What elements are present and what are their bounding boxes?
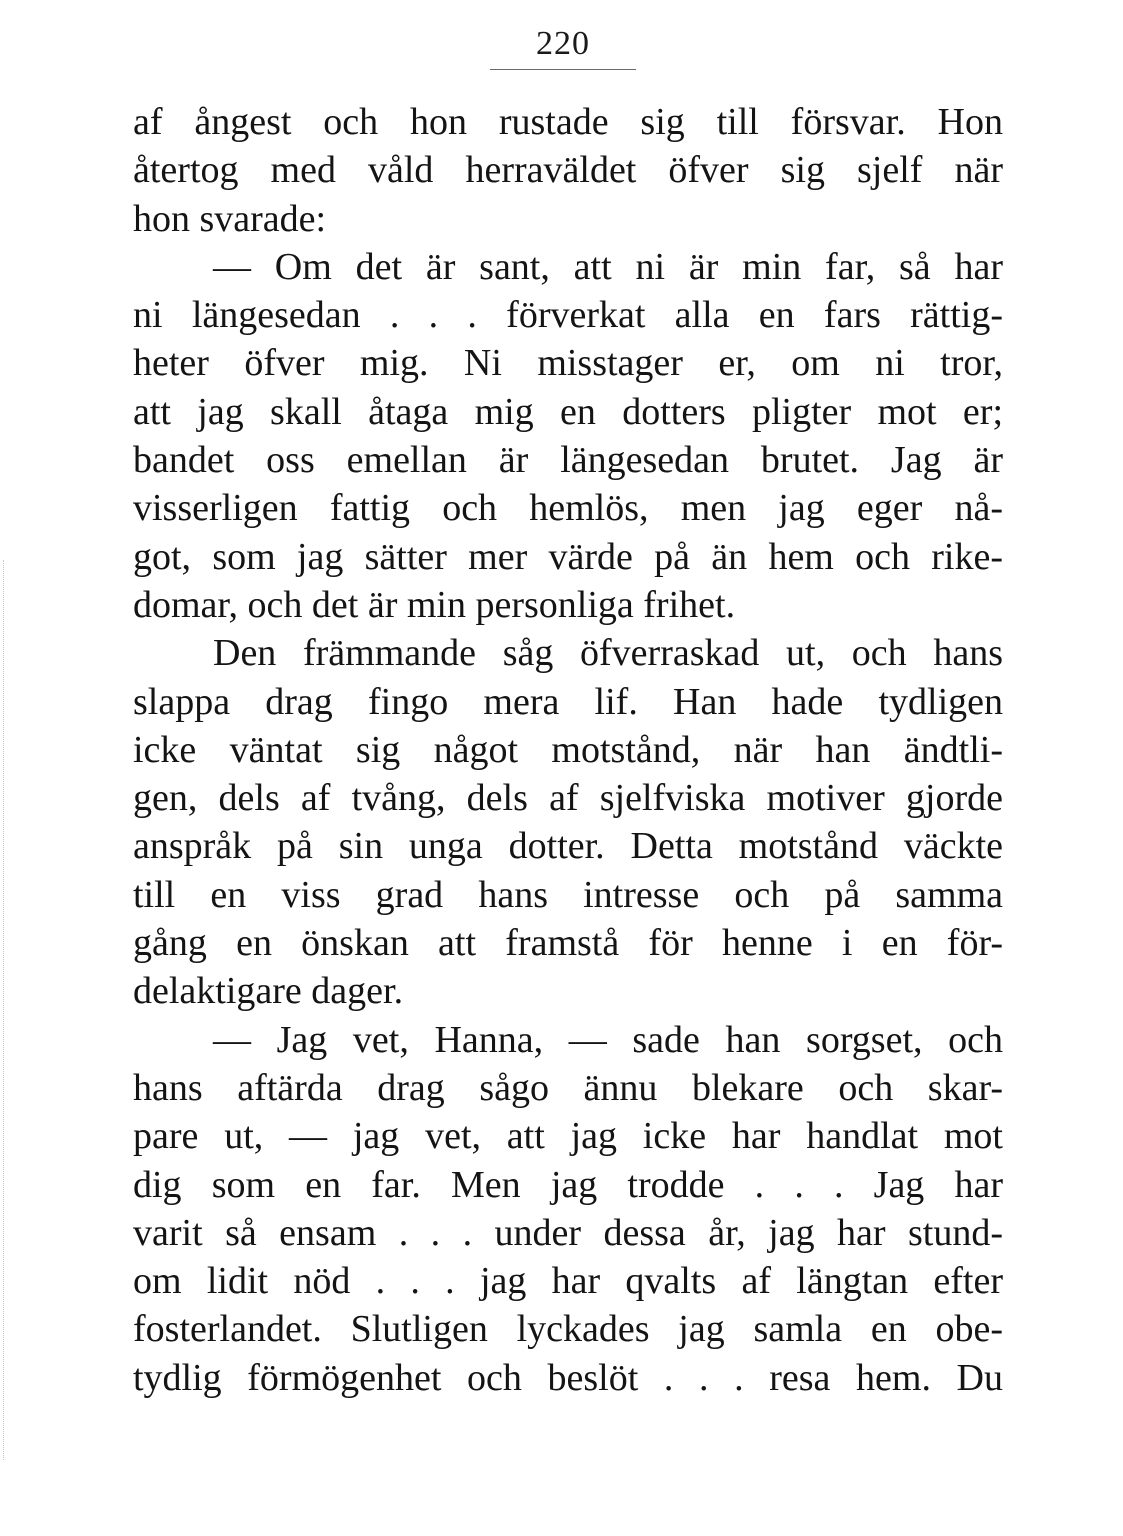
text-line: icke väntat sig något motstånd, när han ändtli- (133, 728, 1003, 771)
text-line: dig som en far. Men jag trodde . . . Jag har (133, 1163, 1003, 1206)
text-line: att jag skall åtaga mig en dotters pligter mot er; (133, 390, 1003, 433)
text-line: till en viss grad hans intresse och på samma (133, 873, 1003, 916)
text-line: bandet oss emellan är längesedan brutet. Jag är (133, 439, 1003, 482)
page-number: 220 (536, 25, 590, 62)
text-line: Den främmande såg öfverraskad ut, och hans (213, 632, 1003, 675)
text-line: heter öfver mig. Ni misstager er, om ni tror, (133, 342, 1003, 385)
text-line: got, som jag sätter mer värde på än hem och rike- (133, 535, 1003, 578)
text-line: visserligen fattig och hemlös, men jag eger nå- (133, 487, 1003, 530)
text-line: hans aftärda drag sågo ännu blekare och skar- (133, 1066, 1003, 1109)
scan-margin-dots (3, 560, 5, 1460)
text-line: — Jag vet, Hanna, — sade han sorgset, och (213, 1018, 1003, 1061)
text-line: gen, dels af tvång, dels af sjelfviska motiver gjorde (133, 777, 1003, 820)
text-line: gång en önskan att framstå för henne i en för- (133, 922, 1003, 965)
text-line: af ångest och hon rustade sig till försvar. Hon (133, 101, 1003, 143)
text-line: anspråk på sin unga dotter. Detta motstånd väckte (133, 825, 1003, 868)
text-line: hon svarade: (133, 197, 327, 240)
text-line: — Om det är sant, att ni är min far, så har (213, 245, 1003, 288)
text-line: delaktigare dager. (133, 970, 404, 1013)
text-line: pare ut, — jag vet, att jag icke har handlat mot (133, 1115, 1003, 1158)
text-line: tydlig förmögenhet och beslöt . . . resa hem. Du (133, 1356, 1003, 1399)
text-line: återtog med våld herraväldet öfver sig sjelf när (133, 149, 1003, 192)
header-rule (490, 69, 636, 70)
text-line: fosterlandet. Slutligen lyckades jag samla en obe- (133, 1308, 1003, 1351)
text-line: varit så ensam . . . under dessa år, jag har stund- (133, 1211, 1003, 1254)
text-line: domar, och det är min personliga frihet. (133, 583, 736, 626)
body-text (133, 98, 1003, 1402)
text-line: slappa drag fingo mera lif. Han hade tydligen (133, 680, 1003, 723)
text-line: ni längesedan . . . förverkat alla en fars rättig- (133, 294, 1003, 337)
text-line: om lidit nöd . . . jag har qvalts af längtan efter (133, 1260, 1003, 1303)
